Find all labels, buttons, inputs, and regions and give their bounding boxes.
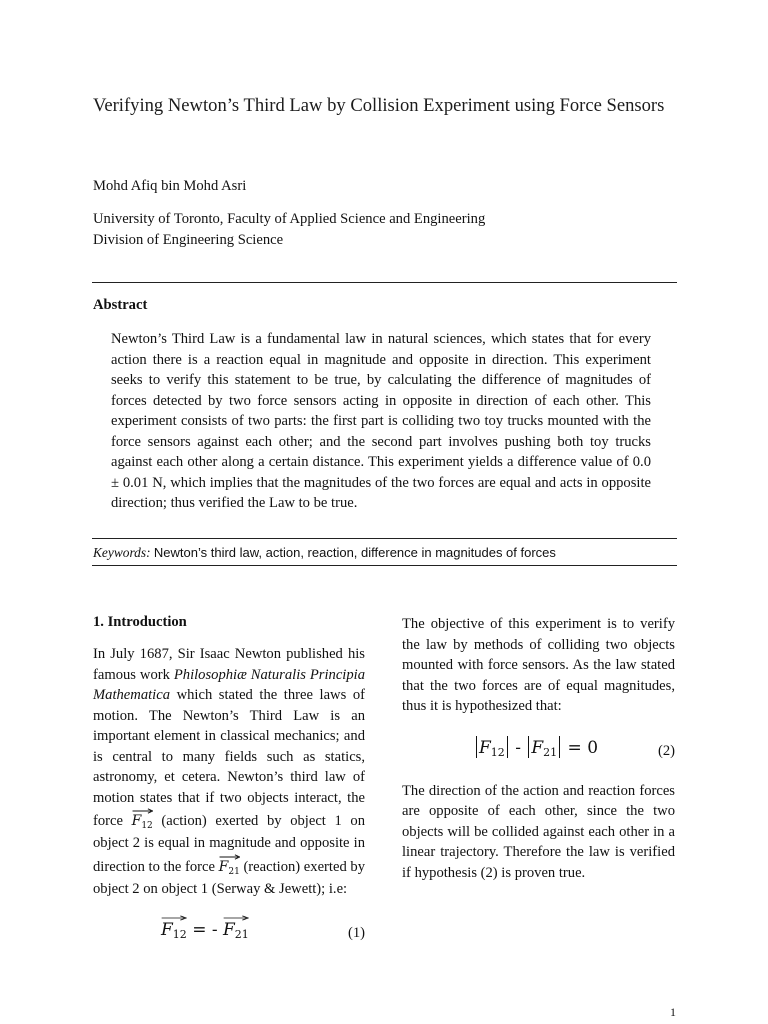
vector-f21-magnitude: $F_{21}$: [531, 737, 558, 759]
equation-1-number: (1): [347, 925, 365, 941]
equation-1-body: [161, 915, 249, 943]
objective-paragraph: The objective of this experiment is to verify the law by methods of colliding two objects mounted with force sensors. As the law stated that the two forces are of equal magnitudes, thus it is hypothesized that:: [402, 616, 675, 714]
keywords-label: Keywords:: [93, 545, 151, 560]
introduction-heading: 1. Introduction: [93, 614, 187, 630]
affiliation-line-1: University of Toronto, Faculty of Applied Science and Engineering: [93, 211, 486, 227]
principia-title: Philosophiæ Naturalis Principia Mathematica: [93, 666, 365, 703]
equation-2-minus: -: [509, 737, 527, 758]
equation-1: [93, 915, 365, 949]
equation-1-operator: = -: [186, 920, 223, 940]
equation-2-number: (2): [657, 742, 675, 759]
keywords-bottom-divider: [92, 565, 677, 566]
equation-2-result: = 0: [562, 737, 599, 758]
vector-f21-inline: $F_{21}$: [219, 854, 240, 879]
header-divider: [92, 282, 677, 283]
affiliation: [93, 209, 485, 251]
affiliation-line-2: Division of Engineering Science: [93, 232, 284, 248]
intro-text-d: (reaction) exerted by object 2 on object 1 (Serway & Jewett); i.e:: [93, 858, 365, 897]
right-column: [402, 614, 675, 883]
author-name: Mohd Afiq bin Mohd Asri: [93, 178, 247, 194]
equation-2: [402, 733, 675, 767]
keywords-text: Newton’s third law, action, reaction, difference in magnitudes of forces: [153, 545, 556, 560]
page-number: 1: [670, 1005, 676, 1019]
left-column: [93, 614, 365, 949]
vector-f21: $F_{21}$: [223, 915, 249, 943]
intro-text-a: In July 1687, Sir Isaac Newton published his famous work: [93, 646, 365, 683]
direction-paragraph: The direction of the action and reaction forces are opposite of each other, since the two objects will be collided against each other in a linear trajectory. Therefore the law is verified if hypothesis (2) is proven true.: [402, 782, 675, 881]
keywords-top-divider: [92, 538, 677, 539]
equation-2-body: [474, 733, 598, 761]
vector-f12-inline: $F_{12}$: [132, 808, 153, 833]
intro-text-c: (action) exerted by object 1 on object 2 is equal in magnitude and opposite in direction to the force: [93, 813, 365, 875]
keywords: [93, 545, 556, 561]
introduction-paragraph: [93, 644, 365, 899]
intro-text-b: which stated the three laws of motion. The Newton’s Third Law is an important element in classical mechanics; and is central to many fields such as statics, astronomy, et cetera. Newton’s third law of motion states that if two objects interact, the force: [93, 687, 365, 829]
vector-f12: $F_{12}$: [161, 915, 187, 943]
abstract-heading: Abstract: [93, 297, 148, 313]
abstract-body: Newton’s Third Law is a fundamental law in natural sciences, which states that for every action there is a reaction equal in magnitude and opposite in direction. This experiment seeks to verify this statement to be true, by calculating the difference of magnitudes of forces detected by two force sensors acting in opposite in direction of each other. This experiment consists of two parts: the first part is colliding two toy trucks mounted with the force sensors against each other; and the second part involves pushing both toy trucks against each other along a certain distance. This experiment yields a difference value of 0.0 ± 0.01 N, which implies that the magnitudes of the two forces are equal and acts in opposite direction; thus verified the Law to be true.: [111, 331, 651, 511]
vector-f12-magnitude: $F_{12}$: [479, 737, 505, 759]
paper-title: Verifying Newton’s Third Law by Collision Experiment using Force Sensors: [93, 95, 665, 116]
